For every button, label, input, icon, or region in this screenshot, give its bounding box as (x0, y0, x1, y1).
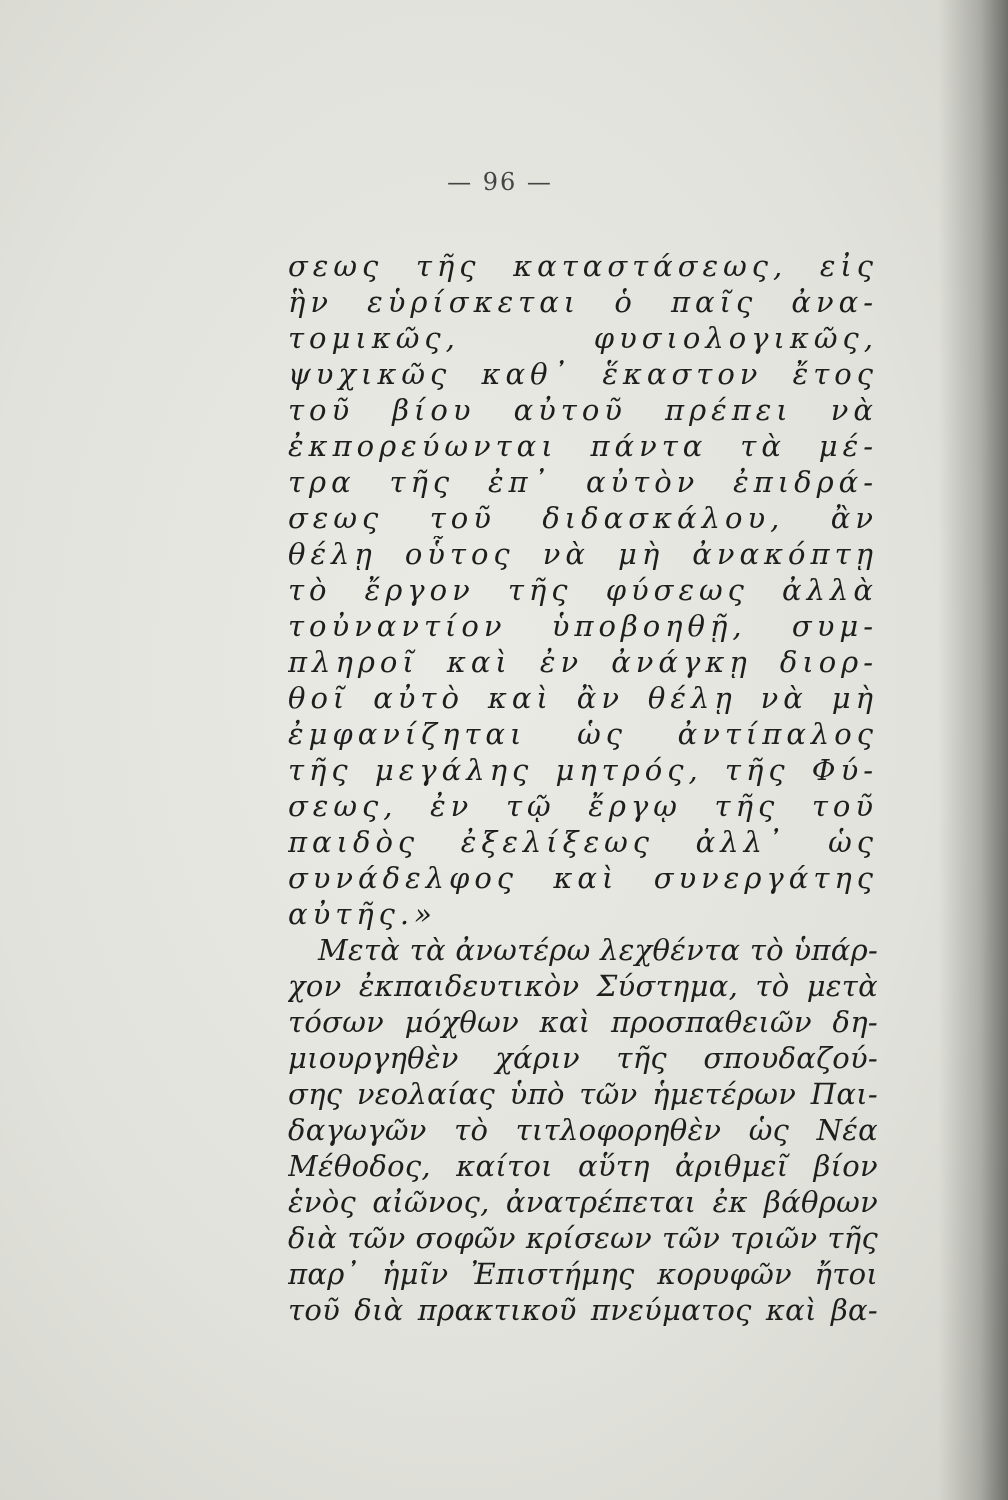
text-line: ψυχικῶς καθ᾽ ἕκαστον ἔτος (288, 357, 878, 391)
text-line: χον ἐκπαιδευτικὸν Σύστημα, τὸ μετὰ (288, 969, 878, 1003)
text-line: σεως, ἐν τῷ ἔργῳ τῆς τοῦ (288, 789, 878, 823)
text-line: θοῖ αὐτὸ καὶ ἂν θέλῃ νὰ μὴ (288, 681, 878, 715)
text-line: πληροῖ καὶ ἐν ἀνάγκῃ διορ- (288, 645, 878, 679)
text-line: τοῦ διὰ πρακτικοῦ πνεύματος καὶ βα- (288, 1293, 878, 1327)
text-line: συνάδελφος καὶ συνεργάτης (288, 861, 878, 895)
text-line: ἑνὸς αἰῶνος, ἀνατρέπεται ἐκ βάθρων (288, 1185, 878, 1219)
text-line: τρα τῆς ἐπ᾽ αὐτὸν ἐπιδρά- (288, 465, 878, 499)
text-line: σεως τοῦ διδασκάλου, ἂν (288, 501, 878, 535)
main-paragraph (288, 932, 878, 1328)
quoted-passage (288, 248, 878, 932)
text-line: δαγωγῶν τὸ τιτλοφορηθὲν ὡς Νέα (288, 1113, 878, 1147)
text-line: τῆς μεγάλης μητρός, τῆς Φύ- (288, 753, 878, 787)
text-line: τοῦ βίου αὐτοῦ πρέπει νὰ (288, 393, 878, 427)
text-line: σης νεολαίας ὑπὸ τῶν ἡμετέρων Παι- (288, 1077, 878, 1111)
text-line: σεως τῆς καταστάσεως, εἰς (288, 249, 878, 283)
text-line: τόσων μόχθων καὶ προσπαθειῶν δη- (288, 1005, 878, 1039)
text-line: ἐκπορεύωνται πάντα τὰ μέ- (288, 429, 878, 463)
text-line: αὐτῆς.» (288, 897, 437, 931)
text-line: παρ᾽ ἡμῖν Ἐπιστήμης κορυφῶν ἤτοι (288, 1257, 878, 1291)
text-line: παιδὸς ἐξελίξεως ἀλλ᾽ ὡς (288, 825, 878, 859)
text-line: τομικῶς, φυσιολογικῶς, (288, 321, 878, 355)
text-line: θέλῃ οὗτος νὰ μὴ ἀνακόπτῃ (288, 537, 878, 571)
text-line: ἐμφανίζηται ὡς ἀντίπαλος (288, 717, 878, 751)
text-line: Μετὰ τὰ ἀνωτέρω λεχθέντα τὸ ὑπάρ- (318, 933, 878, 967)
body-text (288, 248, 878, 1328)
text-line: τὸ ἔργον τῆς φύσεως ἀλλὰ (288, 573, 878, 607)
text-line: διὰ τῶν σοφῶν κρίσεων τῶν τριῶν τῆς (288, 1221, 878, 1255)
text-line: Μέθοδος, καίτοι αὕτη ἀριθμεῖ βίον (288, 1149, 878, 1183)
text-line: τοὐναντίον ὑποβοηθῇ, συμ- (288, 609, 878, 643)
text-line: ἣν εὑρίσκεται ὁ παῖς ἀνα- (288, 285, 878, 319)
page-binding-shadow (938, 0, 1008, 1500)
page-number: — 96 — (447, 168, 553, 196)
text-line: μιουργηθὲν χάριν τῆς σπουδαζού- (288, 1041, 878, 1075)
